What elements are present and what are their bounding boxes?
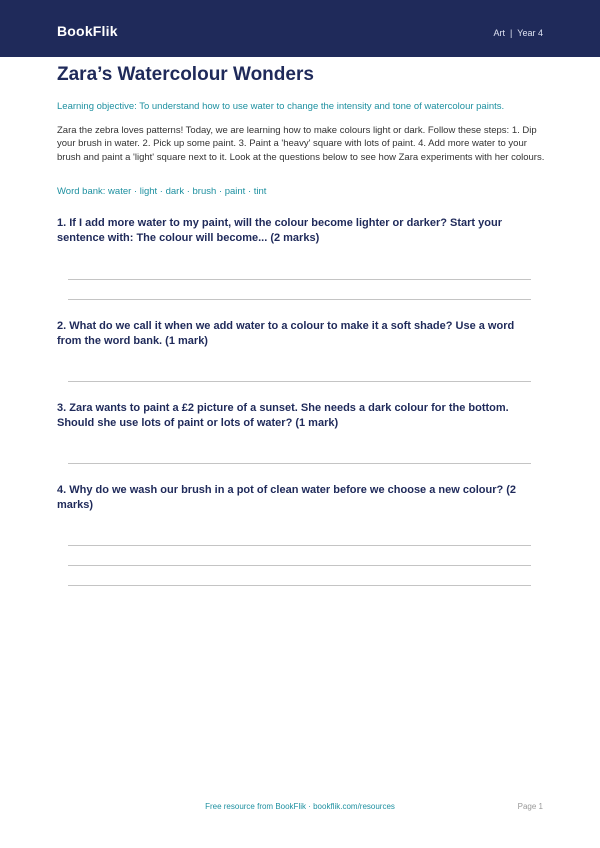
intro-paragraph: Zara the zebra loves patterns! Today, we are learning how to make colours light or dark. Follow these steps: 1. Dip your brush in water. 2. Pick up some paint. 3. Paint a 'heavy' square with lots of paint. 4. Add more water to your brush and paint a 'light' square next to it. Look at the questions below to see how Zara experiments with her colours. [57, 125, 545, 163]
question-2: 2. What do we call it when we add water to a colour to make it a soft shade? Use a word from the word bank. (1 mark) [57, 320, 515, 347]
question-1: 1. If I add more water to my paint, will the colour become lighter or darker? Start your sentence with: The colour will become... (2 marks) [57, 217, 502, 244]
subject-label: Art [493, 28, 505, 38]
answer-line[interactable] [68, 545, 531, 546]
meta-separator: | [509, 28, 513, 38]
question-3: 3. Zara wants to paint a £2 picture of a sunset. She needs a dark colour for the bottom. Should she use lots of paint or lots of water? (1 mark) [57, 402, 509, 429]
answer-line[interactable] [68, 565, 531, 566]
answer-line[interactable] [68, 279, 531, 280]
word-bank: Word bank: water · light · dark · brush · paint · tint [57, 186, 267, 197]
answer-line[interactable] [68, 463, 531, 464]
answer-line[interactable] [68, 299, 531, 300]
learning-objective: Learning objective: To understand how to use water to change the intensity and tone of watercolour paints. [57, 101, 505, 112]
brand-logo[interactable]: BookFlik [57, 23, 118, 39]
page-number: Page 1 [517, 802, 543, 811]
page-title: Zara’s Watercolour Wonders [57, 64, 314, 85]
footer-resource-link[interactable]: Free resource from BookFlik · bookflik.com/resources [205, 802, 395, 811]
subject-meta [493, 28, 543, 38]
year-label: Year 4 [517, 28, 543, 38]
answer-line[interactable] [68, 585, 531, 586]
question-4: 4. Why do we wash our brush in a pot of clean water before we choose a new colour? (2 marks) [57, 484, 517, 511]
answer-line[interactable] [68, 381, 531, 382]
header-bar [0, 0, 600, 57]
